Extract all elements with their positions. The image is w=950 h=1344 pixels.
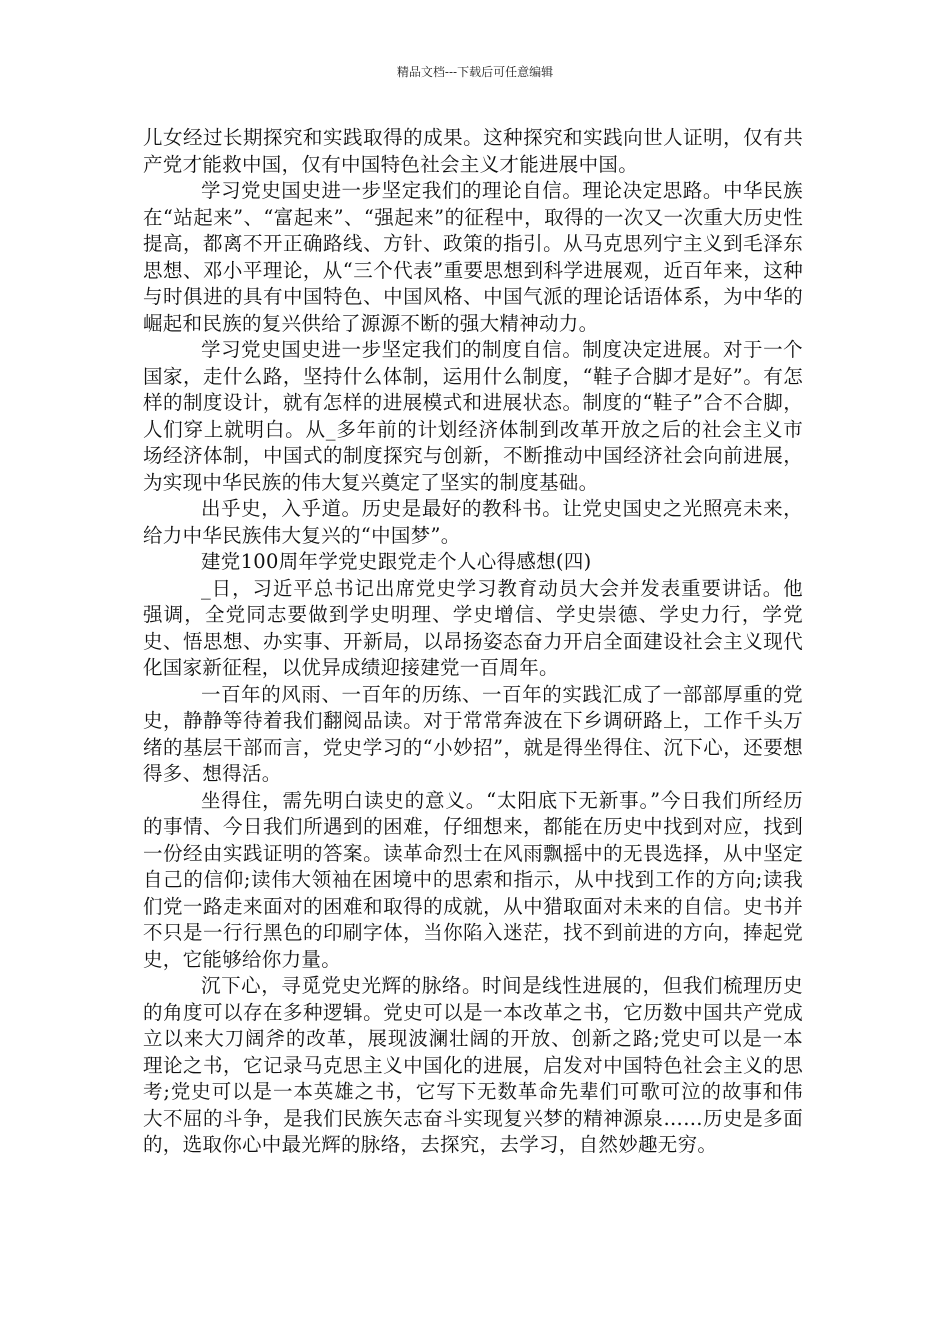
paragraph: 一百年的风雨、一百年的历练、一百年的实践汇成了一部部厚重的党史，静静等待着我们翻阅品读。对于常常奔波在下乡调研路上，工作千头万绪的基层干部而言，党史学习的“小妙招”，就是得坐得住、沉下心，还要想得多、想得活。 bbox=[143, 682, 803, 785]
paragraph: 儿女经过长期探究和实践取得的成果。这种探究和实践向世人证明，仅有共产党才能救中国，仅有中国特色社会主义才能进展中国。 bbox=[143, 126, 803, 176]
paragraph: 出乎史，入乎道。历史是最好的教科书。让党史国史之光照亮未来，给力中华民族伟大复兴的“中国梦”。 bbox=[143, 497, 803, 547]
paragraph: 学习党史国史进一步坚定我们的理论自信。理论决定思路。中华民族在“站起来”、“富起来”、“强起来”的征程中，取得的一次又一次重大历史性提高，都离不开正确路线、方针、政策的指引。从马克思列宁主义到毛泽东思想、邓小平理论，从“三个代表”重要思想到科学进展观，近百年来，这种与时俱进的具有中国特色、中国风格、中国气派的理论话语体系，为中华的崛起和民族的复兴供给了源源不断的强大精神动力。 bbox=[143, 179, 803, 335]
page-header: 精品文档---下载后可任意编辑 bbox=[396, 65, 554, 79]
paragraph: 坐得住，需先明白读史的意义。“太阳底下无新事。”今日我们所经历的事情、今日我们所遇到的困难，仔细想来，都能在历史中找到对应，找到一份经由实践证明的答案。读革命烈士在风雨飘摇中的无畏选择，从中坚定自己的信仰;读伟大领袖在困境中的思索和指示，从中找到工作的方向;读我们党一路走来面对的困难和取得的成就，从中猎取面对未来的自信。史书并不只是一行行黑色的印刷字体，当你陷入迷茫，找不到前进的方向，捧起党史，它能够给你力量。 bbox=[143, 788, 803, 971]
document-body bbox=[143, 125, 803, 1159]
paragraph: 学习党史国史进一步坚定我们的制度自信。制度决定进展。对于一个国家，走什么路，坚持什么体制，运用什么制度，“鞋子合脚才是好”。有怎样的制度设计，就有怎样的进展模式和进展状态。制度的“鞋子”合不合脚，人们穿上就明白。从_多年前的计划经济体制到改革开放之后的社会主义市场经济体制，中国式的制度探究与创新，不断推动中国经济社会向前进展，为实现中华民族的伟大复兴奠定了坚实的制度基础。 bbox=[143, 338, 803, 494]
paragraph: 沉下心，寻觅党史光辉的脉络。时间是线性进展的，但我们梳理历史的角度可以存在多种逻辑。党史可以是一本改革之书，它历数中国共产党成立以来大刀阔斧的改革，展现波澜壮阔的开放、创新之路;党史可以是一本理论之书，它记录马克思主义中国化的进展，启发对中国特色社会主义的思考;党史可以是一本英雄之书，它写下无数革命先辈们可歌可泣的故事和伟大不屈的斗争，是我们民族矢志奋斗实现复兴梦的精神源泉……历史是多面的，选取你心中最光辉的脉络，去探究，去学习，自然妙趣无穷。 bbox=[143, 974, 803, 1156]
section-title: 建党100周年学党史跟党走个人心得感想(四) bbox=[201, 550, 592, 573]
paragraph: _日，习近平总书记出席党史学习教育动员大会并发表重要讲话。他强调，全党同志要做到学史明理、学史增信、学史崇德、学史力行，学党史、悟思想、办实事、开新局，以昂扬姿态奋力开启全面建设社会主义现代化国家新征程，以优异成绩迎接建党一百周年。 bbox=[143, 576, 803, 679]
